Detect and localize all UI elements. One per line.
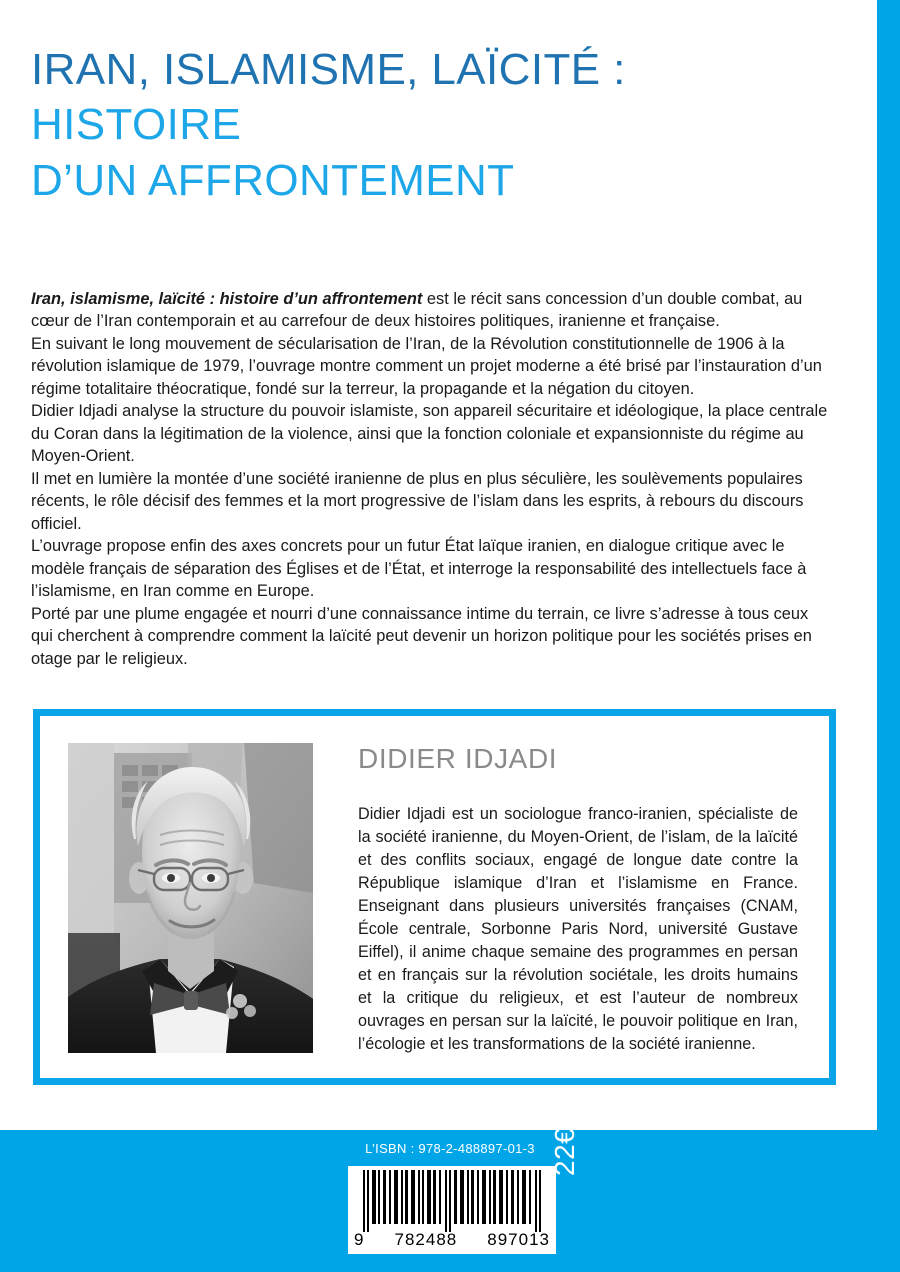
author-name: DIDIER IDJADI (358, 743, 558, 774)
right-edge-blue-band (877, 0, 900, 1272)
isbn-label: L’ISBN : 978-2-488897-01-3 (365, 1141, 535, 1156)
blurb-text (31, 288, 831, 670)
author-biography: Didier Idjadi est un sociologue franco-iranien, spécialiste de la société iranienne, du Moyen-Orient, de l’islam, de la laïcité et des conflits sociaux, engagé de longue date contre la République islamique d’Iran et l’islamisme en France. Enseignant dans plusieurs universités françaises (CNAM, École centrale, Sorbonne Paris Nord, université Gustave Eiffel), il anime chaque semaine des programmes en persan et en français sur la révolution sociétale, les droits humains et la critique du religieux, et est l’auteur de nombreux ouvrages en persan sur la laïcité, le pouvoir politique en Iran, l’écologie et les transformations de la société iranienne. (358, 804, 798, 1053)
title-line-1: IRAN, ISLAMISME, LAÏCITÉ : (31, 45, 626, 94)
blurb-book-title: Iran, islamisme, laïcité : histoire d’un affrontement (31, 290, 423, 308)
price-label: 22€ (549, 1127, 580, 1176)
blurb-paragraph-2: En suivant le long mouvement de sécularisation de l’Iran, de la Révolution constitutionnelle de 1906 à la révolution islamique de 1979, l’ouvrage montre comment un projet moderne a été brisé par l’instauration d’un régime totalitaire théocratique, fondé sur la terreur, la propagande et la négation du citoyen. (31, 334, 822, 398)
title-line-2: HISTOIRE (31, 100, 242, 150)
barcode-digit-left: 9 (354, 1230, 365, 1249)
blurb-paragraph-1-rest: est le récit sans concession d’un double combat, au cœur de l’Iran contemporain et au carrefour de deux histoires politiques, iranienne et française. (31, 290, 803, 331)
blurb-paragraph-1 (31, 288, 831, 333)
blurb-paragraph-5: L’ouvrage propose enfin des axes concrets pour un futur État laïque iranien, en dialogue critique avec le modèle français de séparation des Églises et de l’État, et interroge la responsabilité des intellectuels face à l’islamisme, en Iran comme en Europe. (31, 537, 807, 601)
blurb-paragraph-4: Il met en lumière la montée d’une société iranienne de plus en plus séculière, les soulèvements populaires récents, le rôle décisif des femmes et la mort progressive de l’islam dans les esprits, à rebours du discours officiel. (31, 469, 804, 533)
barcode-bars (354, 1170, 550, 1232)
barcode-digits-group-2: 897013 (487, 1230, 550, 1249)
barcode-digits (354, 1231, 550, 1248)
blurb-paragraph-6: Porté par une plume engagée et nourri d’une connaissance intime du terrain, ce livre s’adresse à tous ceux qui cherchent à comprendre comment la laïcité peut devenir un horizon politique pour les sociétés prises en otage par le religieux. (31, 604, 812, 668)
book-title (31, 42, 831, 208)
blurb-paragraph-3: Didier Idjadi analyse la structure du pouvoir islamiste, son appareil sécuritaire et idéologique, la place centrale du Coran dans la légitimation de la violence, ainsi que la fonction coloniale et expansionniste du régime au Moyen-Orient. (31, 402, 828, 466)
author-photo (68, 743, 313, 1053)
author-text-block (358, 744, 798, 1056)
title-line-3: D’UN AFFRONTEMENT (31, 155, 515, 205)
author-box-inner (40, 716, 829, 1078)
author-box (33, 709, 836, 1085)
barcode (348, 1166, 556, 1254)
barcode-digits-group-1: 782488 (394, 1230, 458, 1249)
